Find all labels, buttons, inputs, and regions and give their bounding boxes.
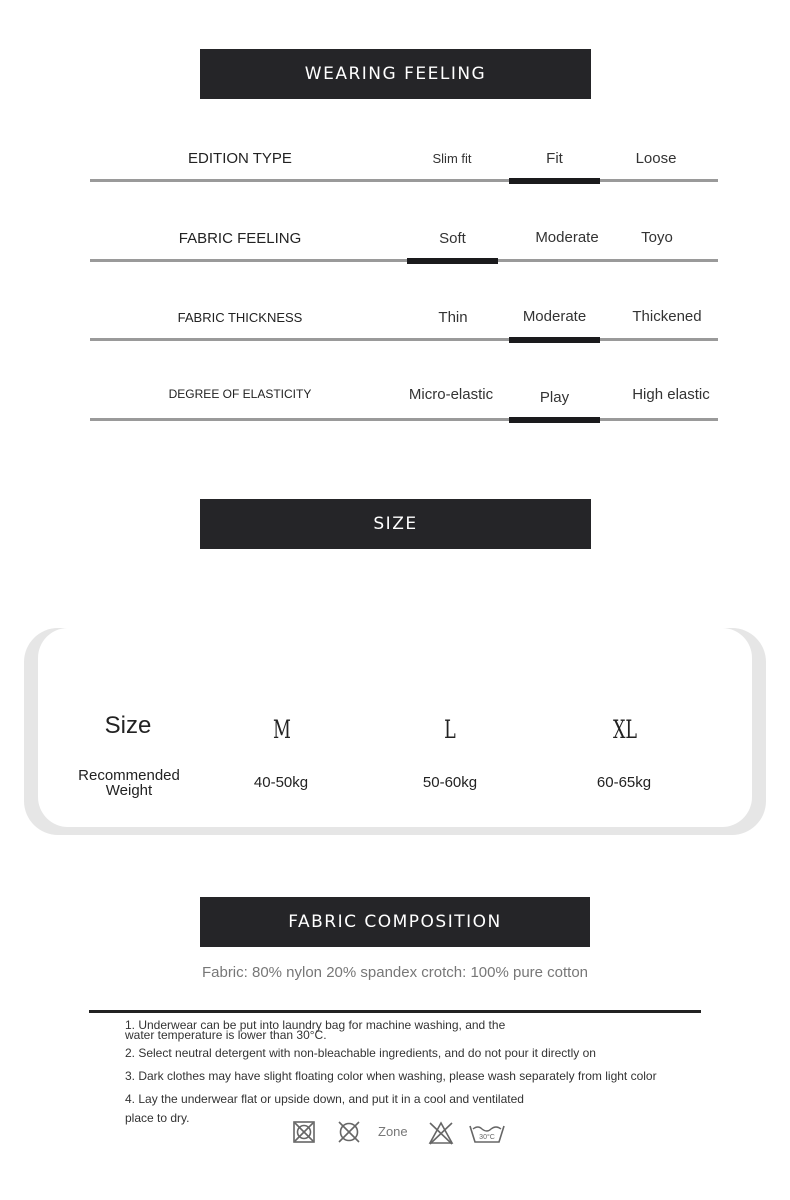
- care-instruction-3: 3. Dark clothes may have slight floating color when washing, please wash separately from light color: [125, 1069, 657, 1083]
- fabric-composition-title: FABRIC COMPOSITION: [288, 912, 502, 932]
- option-moderate: Moderate: [535, 229, 599, 246]
- size-title: SIZE: [373, 514, 418, 534]
- scale-line: [90, 418, 718, 421]
- option-fit: Fit: [546, 150, 563, 167]
- zone-label: Zone: [378, 1124, 408, 1139]
- care-instruction-4a: 4. Lay the underwear flat or upside down, and put it in a cool and ventilated: [125, 1092, 524, 1106]
- weight-xl: 60-65kg: [596, 774, 652, 791]
- no-dry-clean-icon: [337, 1120, 361, 1144]
- wearing-feeling-header: [200, 49, 591, 99]
- option-slim-fit: Slim fit: [432, 151, 472, 166]
- care-instruction-2: 2. Select neutral detergent with non-bleachable ingredients, and do not pour it directly on: [125, 1046, 596, 1060]
- selected-marker: [509, 337, 600, 343]
- selected-marker: [407, 258, 498, 264]
- feeling-row-fabric-feeling: [90, 222, 718, 262]
- size-header: [200, 499, 591, 549]
- feeling-row-edition-type: [90, 142, 718, 182]
- no-bleach-icon: [428, 1120, 454, 1146]
- option-moderate: Moderate: [522, 308, 587, 325]
- option-play: Play: [539, 389, 570, 406]
- weight-l: 50-60kg: [422, 774, 478, 791]
- no-tumble-dry-icon: [292, 1120, 316, 1144]
- scale-line: [90, 259, 718, 262]
- divider: [89, 1010, 701, 1013]
- selected-marker: [509, 417, 600, 423]
- size-l: L: [444, 715, 456, 744]
- wash-temp-label: 30°C: [479, 1134, 495, 1141]
- care-instruction-4b: place to dry.: [125, 1111, 190, 1125]
- size-xl: XL: [612, 715, 638, 744]
- size-label: Size: [104, 712, 152, 739]
- row-label: DEGREE OF ELASTICITY: [168, 387, 312, 401]
- weight-label: Recommended Weight: [78, 767, 180, 799]
- weight-m: 40-50kg: [253, 774, 309, 791]
- size-m: M: [273, 715, 291, 744]
- row-label: EDITION TYPE: [188, 150, 292, 167]
- care-instruction-1b: water temperature is lower than 30°C.: [125, 1028, 327, 1042]
- scale-line: [90, 179, 718, 182]
- wash-30-icon: [468, 1120, 506, 1146]
- selected-marker: [509, 178, 600, 184]
- row-label: FABRIC THICKNESS: [177, 310, 303, 325]
- feeling-row-degree-of-elasticity: [90, 381, 718, 421]
- feeling-row-fabric-thickness: [90, 301, 718, 341]
- care-instruction-1a: 1. Underwear can be put into laundry bag for machine washing, and the: [125, 1018, 506, 1032]
- option-thickened: Thickened: [632, 308, 702, 325]
- option-toyo: Toyo: [641, 229, 673, 246]
- wearing-feeling-title: WEARING FEELING: [304, 64, 487, 84]
- fabric-composition-text: Fabric: 80% nylon 20% spandex crotch: 100% pure cotton: [201, 964, 589, 981]
- option-soft: Soft: [439, 230, 466, 247]
- option-loose: Loose: [635, 150, 677, 167]
- scale-line: [90, 338, 718, 341]
- option-high-elastic: High elastic: [632, 386, 710, 403]
- option-thin: Thin: [438, 309, 468, 326]
- fabric-composition-header: [200, 897, 590, 947]
- row-label: FABRIC FEELING: [178, 230, 302, 247]
- option-micro-elastic: Micro-elastic: [408, 386, 494, 403]
